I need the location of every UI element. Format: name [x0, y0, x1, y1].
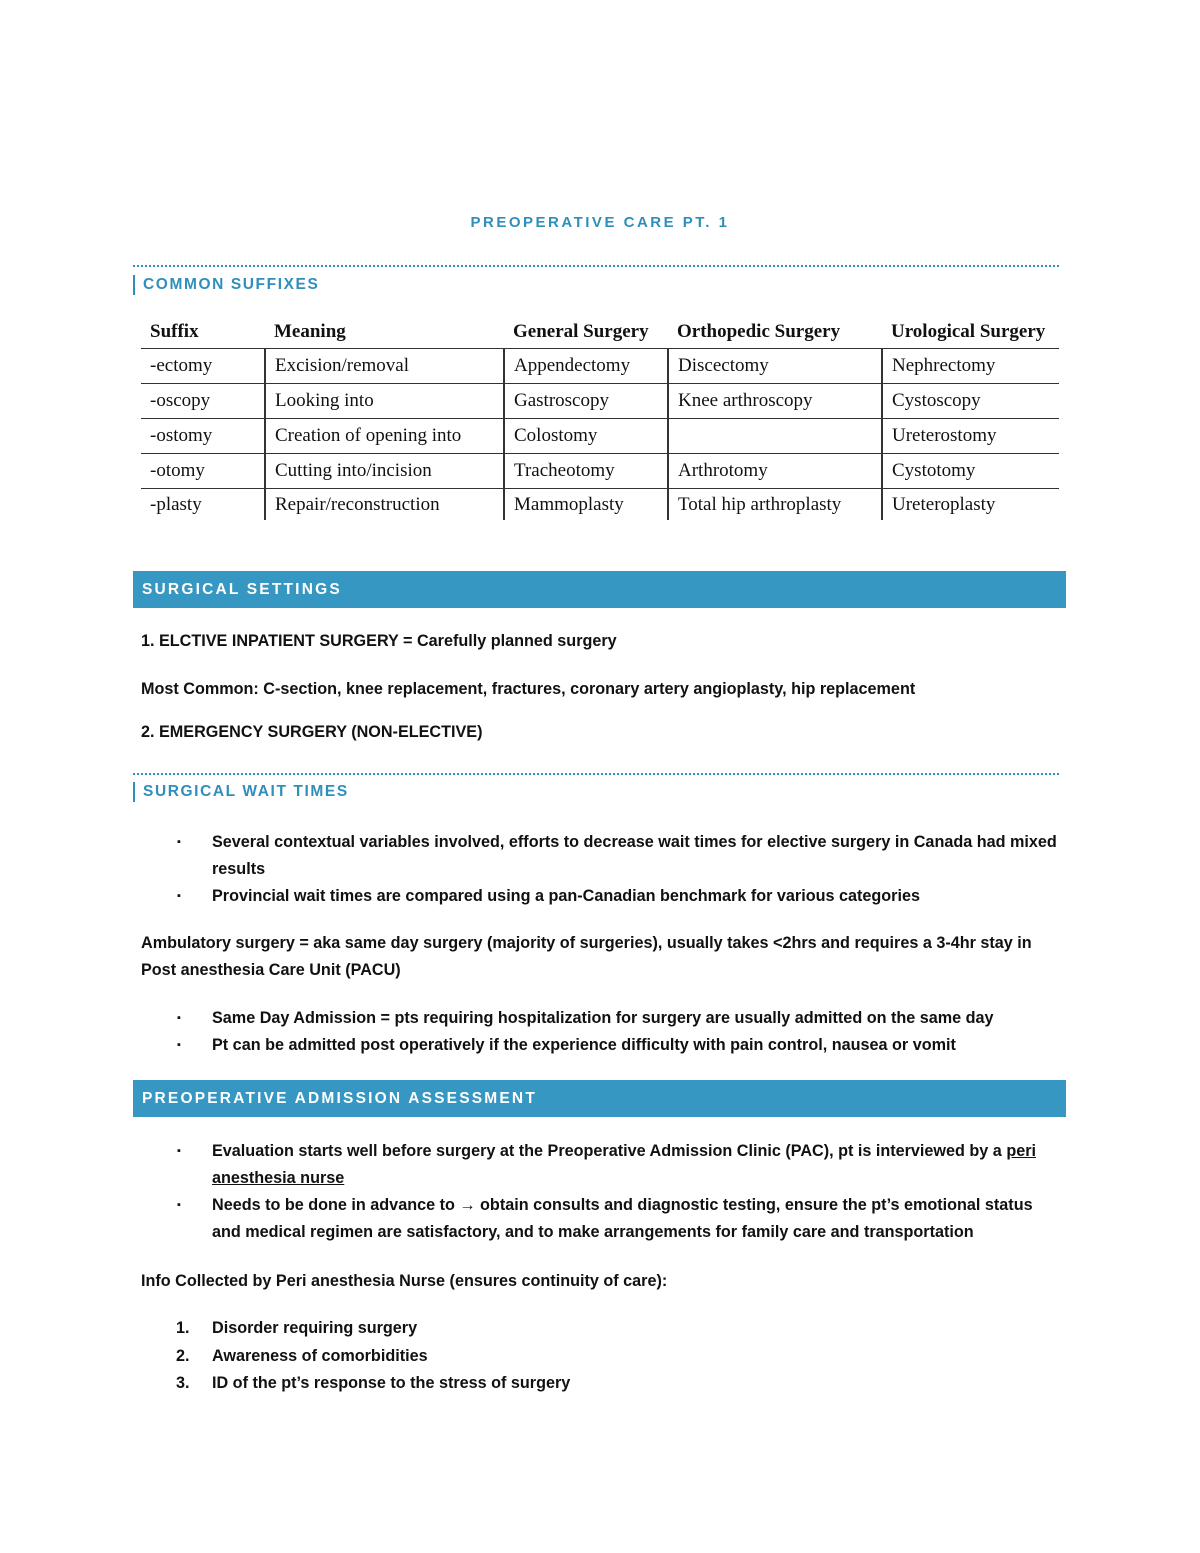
section-heading-surgical-settings: SURGICAL SETTINGS	[133, 571, 1066, 608]
table-cell: -plasty	[141, 489, 265, 521]
section-heading-preop-admission: PREOPERATIVE ADMISSION ASSESSMENT	[133, 1080, 1066, 1117]
section-heading-common-suffixes: COMMON SUFFIXES	[133, 275, 1059, 295]
table-cell: -otomy	[141, 454, 265, 489]
table-cell: Repair/reconstruction	[265, 489, 504, 521]
table-row	[141, 454, 1059, 489]
table-row	[141, 384, 1059, 419]
table-cell: -oscopy	[141, 384, 265, 419]
bullet-icon: ▪	[177, 1199, 181, 1211]
wait-times-header	[133, 773, 1059, 802]
preop-bullets	[141, 1138, 1061, 1246]
info-collected-heading: Info Collected by Peri anesthesia Nurse (ensures continuity of care):	[141, 1272, 668, 1290]
table-cell: -ostomy	[141, 419, 265, 454]
table-cell: Total hip arthroplasty	[668, 489, 882, 521]
table-cell: Cutting into/incision	[265, 454, 504, 489]
peri-anesthesia-nurse-term: peri anesthesia nurse	[212, 1142, 1037, 1187]
bullet-icon: ▪	[177, 1145, 181, 1157]
bullet-icon: ▪	[177, 836, 181, 848]
table-row	[141, 349, 1059, 384]
elective-surgery-item: 1. ELCTIVE INPATIENT SURGERY = Carefully planned surgery	[141, 632, 617, 650]
list-item: 2. Awareness of comorbidities	[176, 1346, 428, 1365]
table-header-row	[141, 316, 1059, 349]
table-cell: Looking into	[265, 384, 504, 419]
column-header: Orthopedic Surgery	[668, 316, 882, 349]
table-cell: Colostomy	[504, 419, 668, 454]
column-header: Meaning	[265, 316, 504, 349]
table-row	[141, 419, 1059, 454]
suffix-table	[141, 316, 1059, 520]
section-heading-wait-times: SURGICAL WAIT TIMES	[133, 782, 1059, 802]
table-cell: Creation of opening into	[265, 419, 504, 454]
list-item: 1. Disorder requiring surgery	[176, 1319, 418, 1337]
page-title: PREOPERATIVE CARE PT. 1	[470, 214, 730, 231]
table-cell: Ureteroplasty	[892, 493, 996, 515]
list-item: ▪ Provincial wait times are compared using a pan-Canadian benchmark for various categories	[141, 883, 1061, 910]
bullet-icon: ▪	[177, 890, 181, 902]
list-item: ▪ Same Day Admission = pts requiring hospitalization for surgery are usually admitted on the same day	[141, 1005, 1061, 1032]
bullet-icon: ▪	[177, 1012, 181, 1024]
ambulatory-surgery-text: Ambulatory surgery = aka same day surgery (majority of surgeries), usually takes <2hrs and requires a 3-4hr stay in Post anesthesia Care Unit (PACU)	[141, 934, 1032, 979]
table-cell: -ectomy	[141, 349, 265, 384]
table-cell: Discectomy	[668, 349, 882, 384]
column-header: General Surgery	[504, 316, 668, 349]
table-cell	[668, 419, 882, 454]
table-cell: Tracheotomy	[504, 454, 668, 489]
table-cell: Arthrotomy	[668, 454, 882, 489]
list-item: ▪ Several contextual variables involved, efforts to decrease wait times for elective surgery in Canada had mixed results	[141, 829, 1061, 883]
table-row	[141, 489, 1059, 521]
wait-times-bullets	[141, 829, 1061, 910]
column-header: Suffix	[141, 316, 265, 349]
most-common-text: Most Common: C-section, knee replacement, fractures, coronary artery angioplasty, hip replacement	[141, 680, 916, 698]
list-item: ▪ Pt can be admitted post operatively if the experience difficulty with pain control, nausea or vomit	[141, 1032, 1061, 1059]
table-cell: Excision/removal	[265, 349, 504, 384]
bullet-icon: ▪	[177, 1039, 181, 1051]
divider	[133, 773, 1059, 775]
info-numbered-list	[141, 1315, 1061, 1398]
column-header: Urological Surgery	[882, 316, 1059, 349]
table-cell: Ureterostomy	[882, 419, 1059, 454]
admission-bullets	[141, 1005, 1061, 1059]
list-item: ▪ Evaluation starts well before surgery at the Preoperative Admission Clinic (PAC), pt is interviewed by a peri anesthesia nurse	[141, 1138, 1061, 1192]
table-cell: Cystoscopy	[882, 384, 1059, 419]
list-item: ▪ Needs to be done in advance to → obtain consults and diagnostic testing, ensure the pt’s emotional status and medical regimen are satisfactory, and to make arrangements for family care and transportation	[141, 1192, 1061, 1246]
table-cell: Mammoplasty	[504, 489, 668, 521]
table-cell: Nephrectomy	[882, 349, 1059, 384]
list-item: 3. ID of the pt’s response to the stress of surgery	[176, 1374, 571, 1392]
divider	[133, 265, 1059, 267]
table-cell: Knee arthroscopy	[668, 384, 882, 419]
table-cell: Appendectomy	[504, 349, 668, 384]
table-cell: Cystotomy	[882, 454, 1059, 489]
common-suffixes-header	[133, 265, 1059, 295]
emergency-surgery-item: 2. EMERGENCY SURGERY (NON-ELECTIVE)	[141, 723, 483, 741]
table-cell: Gastroscopy	[504, 384, 668, 419]
